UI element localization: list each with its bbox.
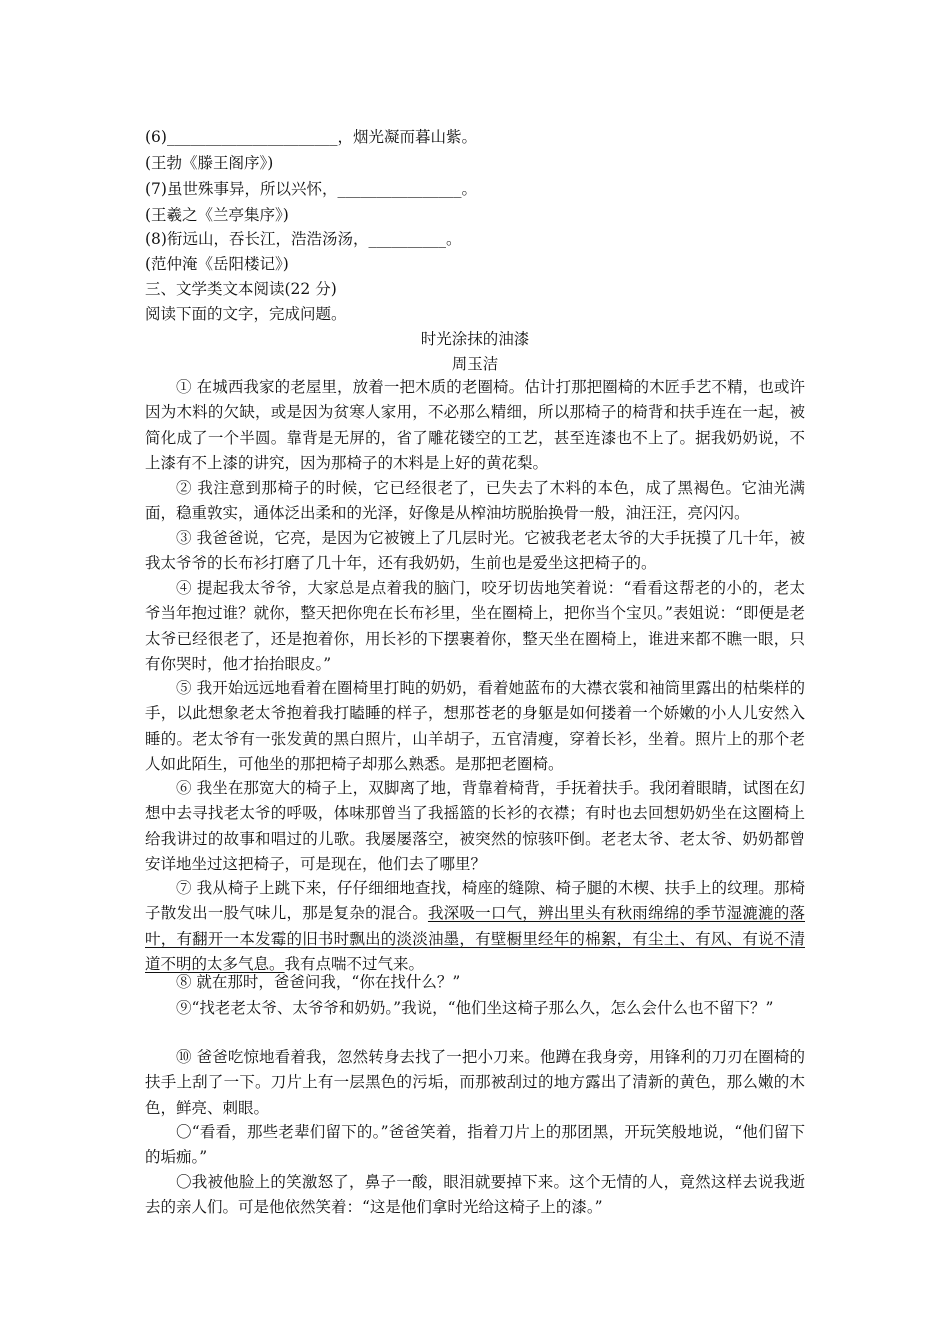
paragraph-9: ⑨“找老老太爷、太爷爷和奶奶。”我说，“他们坐这椅子那么久，怎么会什么也不留下？”: [176, 999, 774, 1017]
question-6-source: (王勃《滕王阁序》): [145, 154, 274, 172]
article-author: 周玉洁: [451, 355, 499, 373]
question-7: (7)虽世殊事异，所以兴怀，________________。: [145, 180, 477, 198]
paragraph-8: ⑧ 就在那时，爸爸问我，“你在找什么？”: [176, 973, 461, 991]
section-heading: 三、文学类文本阅读(22 分): [145, 280, 337, 298]
question-6: (6)______________________，烟光凝而暮山紫。: [145, 128, 477, 146]
paragraph-2: ② 我注意到那椅子的时候，它已经很老了，已失去了木料的本色，成了黑褐色。它油光满面，稳重敦实，通体泛出柔和的光泽，好像是从榨油坊脱胎换骨一般，油汪汪，亮闪闪。: [145, 479, 805, 523]
question-7-source: (王羲之《兰亭集序》): [145, 206, 289, 224]
paragraph-7-underlined: 我深吸一口气，辨出里头有秋雨绵绵的季节湿漉漉的落叶，有翻开一本发霉的旧书时飘出的淡淡油墨，有壁橱里经年的棉絮，有尘土、有风、有说不清道不明的太多气息。: [145, 904, 805, 973]
article-title: 时光涂抹的油漆: [420, 330, 530, 348]
question-8-source: (范仲淹《岳阳楼记》): [145, 255, 289, 273]
paragraph-10: ⑩ 爸爸吃惊地看着我，忽然转身去找了一把小刀来。他蹲在我身旁，用锋利的刀刃在圈椅的扶手上刮了一下。刀片上有一层黑色的污垢，而那被刮过的地方露出了清新的黄色，那么嫩的木色，鲜亮、刺眼。: [145, 1048, 805, 1117]
paragraph-7-start: ⑦ 我从椅子上跳下来，仔仔细细地查找，椅座的缝隙、椅子腿的木楔、扶手上的纹理。那椅子散发出一股气味儿，那是复杂的混合。: [145, 879, 805, 923]
paragraph-1: ① 在城西我家的老屋里，放着一把木质的老圈椅。估计打那把圈椅的木匠手艺不精，也或许因为木料的欠缺，或是因为贫寒人家用，不必那么精细，所以那椅子的椅背和扶手连在一起，被简化成了一个半圆。靠背是无屏的，省了雕花镂空的工艺，甚至连漆也不上了。据我奶奶说，不上漆有不上漆的讲究，因为那椅子的木料是上好的黄花梨。: [145, 378, 805, 472]
paragraph-6: ⑥ 我坐在那宽大的椅子上，双脚离了地，背靠着椅背，手抚着扶手。我闭着眼睛，试图在幻想中去寻找老太爷的呼吸，体味那曾当了我摇篮的长衫的衣襟；有时也去回想奶奶坐在这圈椅上给我讲过的故事和唱过的儿歌。我屡屡落空，被突然的惊骇吓倒。老老太爷、老太爷、奶奶都曾安详地坐过这把椅子，可是现在，他们去了哪里？: [145, 779, 805, 873]
question-8: (8)衔远山，吞长江，浩浩汤汤，__________。: [145, 230, 462, 248]
paragraph-5: ⑤ 我开始远远地看着在圈椅里打盹的奶奶，看着她蓝布的大襟衣裳和袖筒里露出的枯柴样的手，以此想象老太爷抱着我打瞌睡的样子，想那苍老的身躯是如何搂着一个娇嫩的小人儿安然入睡的。老太爷有一张发黄的黑白照片，山羊胡子，五官清瘦，穿着长衫，坐着。照片上的那个老人如此陌生，可他坐的那把椅子却那么熟悉。是那把老圈椅。: [145, 679, 805, 773]
paragraph-4: ④ 提起我太爷爷，大家总是点着我的脑门，咬牙切齿地笑着说：“看看这帮老的小的，老太爷当年抱过谁？就你，整天把你兜在长布衫里，坐在圈椅上，把你当个宝贝。”表姐说：“即便是老太爷已经很老了，还是抱着你，用长衫的下摆裹着你，整天坐在圈椅上，谁进来都不瞧一眼，只有你哭时，他才抬抬眼皮。”: [145, 579, 805, 673]
reading-instruction: 阅读下面的文字，完成问题。: [145, 305, 347, 323]
paragraph-7-end: 我有点喘不过气来。: [284, 954, 425, 973]
paragraph-11: 〇“看看，那些老辈们留下的。”爸爸笑着，指着刀片上的那团黑，开玩笑般地说，“他们留下的垢痂。”: [145, 1123, 805, 1167]
paragraph-3: ③ 我爸爸说，它亮，是因为它被镀上了几层时光。它被我老老太爷的大手抚摸了几十年，被我太爷爷的长布衫打磨了几十年，还有我奶奶，生前也是爱坐这把椅子的。: [145, 529, 805, 573]
paragraph-12: 〇我被他脸上的笑激怒了，鼻子一酸，眼泪就要掉下来。这个无情的人，竟然这样去说我逝去的亲人们。可是他依然笑着：“这是他们拿时光给这椅子上的漆。”: [145, 1173, 805, 1217]
paragraph-7: [145, 876, 805, 977]
